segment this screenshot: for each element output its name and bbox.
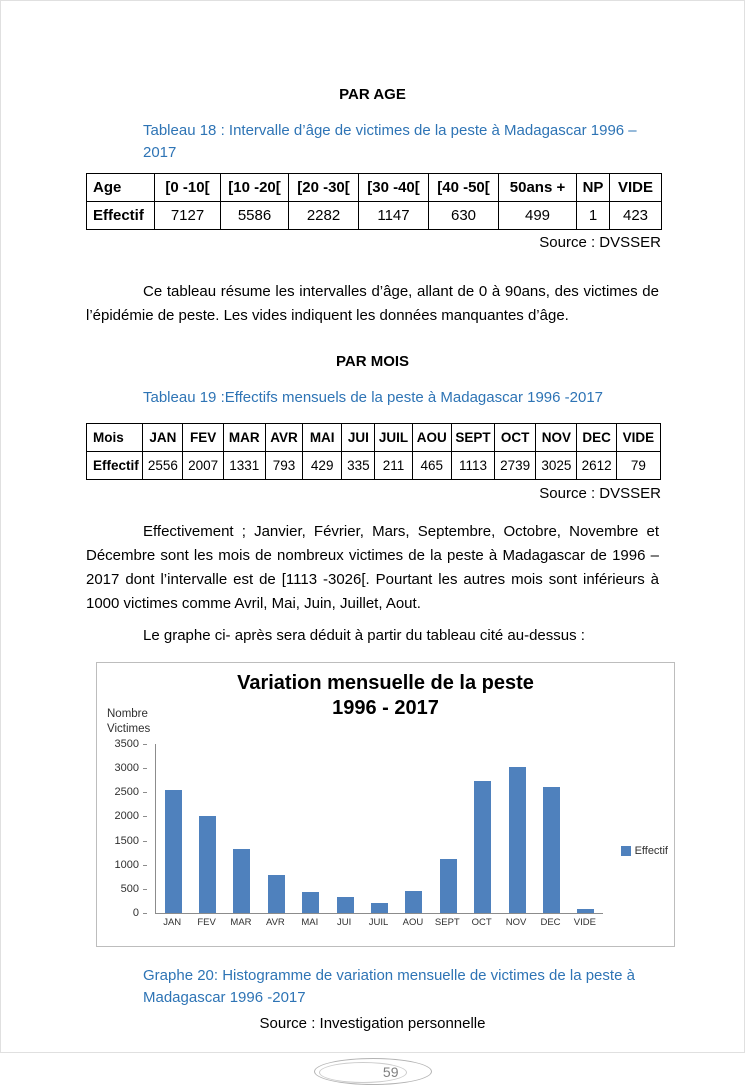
x-tick-label-OCT: OCT bbox=[471, 917, 492, 928]
months-table-header-cell: Mois bbox=[87, 424, 143, 452]
bar-AOU bbox=[405, 891, 422, 913]
age-table-value-cell: 423 bbox=[610, 202, 662, 230]
x-tick-label-MAI: MAI bbox=[301, 917, 319, 928]
months-table-header-cell: VIDE bbox=[616, 424, 660, 452]
x-tick-label-JUIL: JUIL bbox=[368, 917, 389, 928]
bar-AVR bbox=[268, 875, 285, 913]
age-table-value-cell: 2282 bbox=[289, 202, 359, 230]
bar-slot-FEV bbox=[190, 744, 224, 913]
age-table-value-cell: 1147 bbox=[359, 202, 429, 230]
age-table-value-cell: 5586 bbox=[221, 202, 289, 230]
months-table-header-cell: MAR bbox=[223, 424, 265, 452]
chart-title bbox=[97, 671, 674, 721]
age-table-header-cell: [10 -20[ bbox=[221, 174, 289, 202]
chart-y-tick-labels bbox=[97, 738, 147, 919]
page-number-ellipse bbox=[314, 1058, 432, 1085]
chart-title-line2: 1996 - 2017 bbox=[332, 697, 439, 719]
age-table bbox=[86, 173, 662, 230]
months-table-value-cell: 211 bbox=[375, 452, 412, 480]
age-table-value-row bbox=[87, 202, 662, 230]
months-table-value-cell: 1331 bbox=[223, 452, 265, 480]
bar-VIDE bbox=[577, 909, 594, 913]
x-tick-label-AVR: AVR bbox=[265, 917, 285, 928]
bar-slot-AVR bbox=[259, 744, 293, 913]
x-tick-label-JAN: JAN bbox=[163, 917, 182, 928]
y-tick-label: 2500 bbox=[97, 785, 147, 799]
age-table-header-row bbox=[87, 174, 662, 202]
bar-FEV bbox=[199, 816, 216, 913]
months-table-header-cell: JUIL bbox=[375, 424, 412, 452]
months-table-header-cell: FEV bbox=[183, 424, 223, 452]
age-table-header-cell: [0 -10[ bbox=[155, 174, 221, 202]
y-tick-label: 0 bbox=[97, 906, 147, 920]
x-tick-label-NOV: NOV bbox=[505, 917, 527, 928]
chart-title-line1: Variation mensuelle de la peste bbox=[237, 672, 534, 694]
section-heading-par-age: PAR AGE bbox=[339, 86, 406, 103]
age-table-header-cell: [20 -30[ bbox=[289, 174, 359, 202]
x-tick-label-AOU: AOU bbox=[402, 917, 424, 928]
months-table bbox=[86, 423, 661, 480]
y-axis-title-line1: Nombre bbox=[107, 708, 148, 720]
months-table-value-cell: 2739 bbox=[495, 452, 536, 480]
age-table-value-cell: 630 bbox=[429, 202, 499, 230]
months-table-value-cell: 79 bbox=[616, 452, 660, 480]
chart-plot bbox=[155, 744, 603, 914]
bar-slot-VIDE bbox=[569, 744, 603, 913]
months-table-header-row bbox=[87, 424, 661, 452]
paragraph-age-commentary: Ce tableau résume les intervalles d’âge, allant de 0 à 90ans, des victimes de l’épidémie de peste. Les vides indiquent les données manquantes d’âge. bbox=[86, 283, 659, 324]
y-axis-title-line2: Victimes bbox=[107, 723, 151, 735]
bar-slot-MAR bbox=[225, 744, 259, 913]
section-heading-par-mois: PAR MOIS bbox=[335, 353, 410, 370]
paragraph-months-commentary: Effectivement ; Janvier, Février, Mars, Septembre, Octobre, Novembre et Décembre sont les mois de nombreux victimes de la peste à Madagascar de 1996 – 2017 dont l’intervalle est de [1113 -3026[. Pourtant les autres mois sont inférieurs à 1000 victimes comme Avril, Mai, Juin, Juillet, Aout. bbox=[86, 523, 659, 612]
bar-slot-SEPT bbox=[431, 744, 465, 913]
bar-JUIL bbox=[371, 903, 388, 913]
months-table-row-label: Effectif bbox=[87, 452, 143, 480]
bar-slot-DEC bbox=[534, 744, 568, 913]
months-table-value-cell: 2556 bbox=[143, 452, 183, 480]
months-table-value-cell: 1113 bbox=[451, 452, 494, 480]
bar-slot-NOV bbox=[500, 744, 534, 913]
bar-slot-MAI bbox=[294, 744, 328, 913]
age-table-row-label: Effectif bbox=[87, 202, 155, 230]
y-tick-label: 500 bbox=[97, 882, 147, 896]
bar-JAN bbox=[165, 790, 182, 913]
bar-JUI bbox=[337, 897, 354, 913]
age-table-header-cell: Age bbox=[87, 174, 155, 202]
months-table-header-cell: OCT bbox=[495, 424, 536, 452]
months-table-value-cell: 3025 bbox=[536, 452, 577, 480]
bar-slot-JAN bbox=[156, 744, 190, 913]
chart-x-labels bbox=[155, 917, 602, 928]
bar-NOV bbox=[509, 767, 526, 913]
months-table-value-cell: 465 bbox=[412, 452, 451, 480]
bar-MAI bbox=[302, 892, 319, 913]
age-table-header-cell: [40 -50[ bbox=[429, 174, 499, 202]
paragraph-graph-intro: Le graphe ci- après sera déduit à partir du tableau cité au-dessus : bbox=[143, 627, 585, 644]
bar-DEC bbox=[543, 787, 560, 913]
bar-slot-JUI bbox=[328, 744, 362, 913]
x-tick-label-FEV: FEV bbox=[197, 917, 216, 928]
legend-swatch bbox=[621, 846, 631, 856]
table18-source: Source : DVSSER bbox=[539, 234, 661, 251]
months-table-header-cell: MAI bbox=[303, 424, 342, 452]
months-table-header-cell: JAN bbox=[143, 424, 183, 452]
months-table-value-cell: 793 bbox=[265, 452, 302, 480]
bar-slot-OCT bbox=[466, 744, 500, 913]
age-table-header-cell: VIDE bbox=[610, 174, 662, 202]
x-tick-label-SEPT: SEPT bbox=[434, 917, 460, 928]
months-table-header-cell: JUI bbox=[342, 424, 375, 452]
y-axis-title bbox=[107, 707, 150, 737]
page-number: 59 bbox=[382, 1063, 399, 1080]
table19-caption: Tableau 19 :Effectifs mensuels de la peste à Madagascar 1996 -2017 bbox=[143, 389, 604, 406]
months-table-value-cell: 335 bbox=[342, 452, 375, 480]
age-table-value-cell: 7127 bbox=[155, 202, 221, 230]
y-tick-label: 3000 bbox=[97, 761, 147, 775]
bar-slot-AOU bbox=[397, 744, 431, 913]
y-tick-label: 1000 bbox=[97, 858, 147, 872]
months-table-header-cell: DEC bbox=[577, 424, 616, 452]
months-table-value-row bbox=[87, 452, 661, 480]
chart-legend bbox=[621, 845, 668, 857]
page-number-ornament bbox=[86, 1058, 659, 1085]
y-tick-label: 3500 bbox=[97, 737, 147, 751]
bar-chart bbox=[96, 662, 675, 947]
age-table-header-cell: 50ans + bbox=[499, 174, 577, 202]
x-tick-label-VIDE: VIDE bbox=[573, 917, 596, 928]
bar-slot-JUIL bbox=[362, 744, 396, 913]
x-tick-label-JUI: JUI bbox=[337, 917, 352, 928]
footer-source: Source : Investigation personnelle bbox=[259, 1015, 486, 1032]
age-table-header-cell: [30 -40[ bbox=[359, 174, 429, 202]
age-table-value-cell: 499 bbox=[499, 202, 577, 230]
months-table-header-cell: AOU bbox=[412, 424, 451, 452]
bar-SEPT bbox=[440, 859, 457, 913]
age-table-header-cell: NP bbox=[577, 174, 610, 202]
months-table-header-cell: NOV bbox=[536, 424, 577, 452]
y-tick-label: 2000 bbox=[97, 809, 147, 823]
y-tick-label: 1500 bbox=[97, 834, 147, 848]
months-table-value-cell: 429 bbox=[303, 452, 342, 480]
legend-label: Effectif bbox=[634, 845, 668, 857]
months-table-value-cell: 2612 bbox=[577, 452, 616, 480]
months-table-header-cell: SEPT bbox=[451, 424, 494, 452]
bar-OCT bbox=[474, 781, 491, 913]
age-table-value-cell: 1 bbox=[577, 202, 610, 230]
bar-MAR bbox=[233, 849, 250, 913]
graphe20-caption: Graphe 20: Histogramme de variation mensuelle de victimes de la peste à Madagascar 1996 -2017 bbox=[143, 967, 635, 1006]
x-tick-label-DEC: DEC bbox=[540, 917, 561, 928]
months-table-value-cell: 2007 bbox=[183, 452, 223, 480]
x-tick-label-MAR: MAR bbox=[230, 917, 252, 928]
table19-source: Source : DVSSER bbox=[539, 485, 661, 502]
table18-caption: Tableau 18 : Intervalle d’âge de victimes de la peste à Madagascar 1996 – 2017 bbox=[143, 122, 637, 161]
months-table-header-cell: AVR bbox=[265, 424, 302, 452]
